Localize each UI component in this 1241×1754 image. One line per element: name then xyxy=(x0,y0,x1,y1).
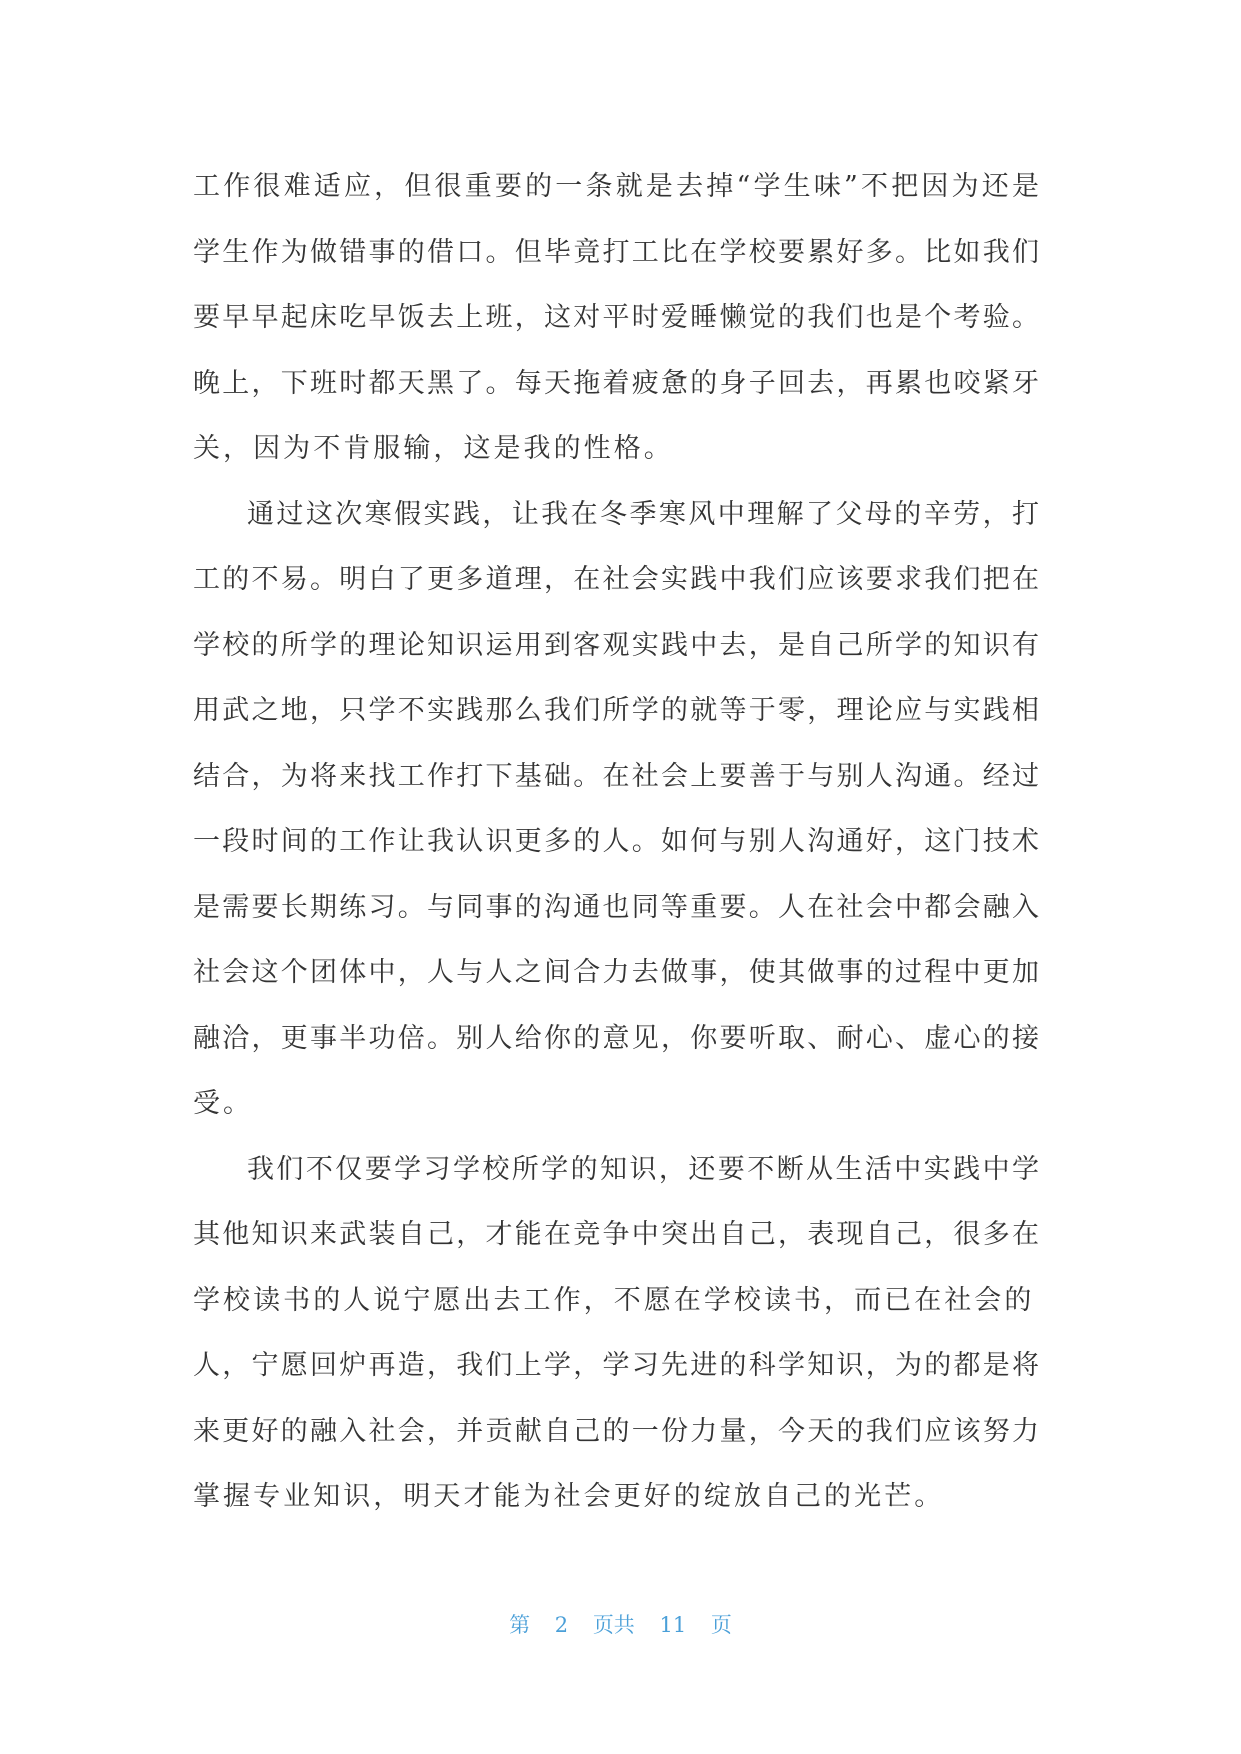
text-line: 社会这个团体中，人与人之间合力去做事，使其做事的过程中更加 xyxy=(193,957,1039,988)
text-line: 掌握专业知识，明天才能为社会更好的绽放自己的光芒。 xyxy=(193,1481,945,1512)
paragraph-first-line: 通过这次寒假实践，让我在冬季寒风中理解了父母的辛劳，打 xyxy=(247,498,1039,530)
total-page-count: 11 xyxy=(659,1613,687,1637)
text-line: 是需要长期练习。与同事的沟通也同等重要。人在社会中都会融入 xyxy=(193,891,1039,923)
text-line: 晚上，下班时都天黑了。每天拖着疲惫的身子回去，再累也咬紧牙 xyxy=(193,367,1039,399)
footer-label-middle: 页共 xyxy=(592,1613,635,1637)
text-line: 结合，为将来找工作打下基础。在社会上要善于与别人沟通。经过 xyxy=(193,760,1039,792)
current-page-number: 2 xyxy=(554,1613,569,1637)
footer-label-prefix: 第 xyxy=(509,1613,531,1637)
text-line: 学生作为做错事的借口。但毕竟打工比在学校要累好多。比如我们 xyxy=(193,236,1039,268)
paragraph-first-line: 我们不仅要学习学校所学的知识，还要不断从生活中实践中学 xyxy=(247,1153,1039,1185)
text-line: 人，宁愿回炉再造，我们上学，学习先进的科学知识，为的都是将 xyxy=(193,1350,1039,1381)
text-line: 融洽，更事半功倍。别人给你的意见，你要听取、耐心、虚心的接 xyxy=(193,1022,1039,1054)
text-line: 工作很难适应，但很重要的一条就是去掉“学生味”不把因为还是 xyxy=(193,171,1039,202)
text-line: 用武之地，只学不实践那么我们所学的就等于零，理论应与实践相 xyxy=(193,695,1039,726)
text-line: 学校的所学的理论知识运用到客观实践中去，是自己所学的知识有 xyxy=(193,629,1039,661)
text-line: 受。 xyxy=(193,1088,254,1119)
text-line: 要早早起床吃早饭去上班，这对平时爱睡懒觉的我们也是个考验。 xyxy=(193,302,1039,333)
footer-label-suffix: 页 xyxy=(710,1613,732,1637)
text-line: 工的不易。明白了更多道理，在社会实践中我们应该要求我们把在 xyxy=(193,564,1039,595)
document-body xyxy=(193,154,1039,1530)
text-line: 一段时间的工作让我认识更多的人。如何与别人沟通好，这门技术 xyxy=(193,826,1039,857)
text-line: 关，因为不肯服输，这是我的性格。 xyxy=(193,433,674,464)
text-line: 来更好的融入社会，并贡献自己的一份力量，今天的我们应该努力 xyxy=(193,1415,1039,1447)
page-footer xyxy=(0,1609,1241,1639)
text-line: 学校读书的人说宁愿出去工作，不愿在学校读书，而已在社会的 xyxy=(193,1284,1035,1316)
text-line: 其他知识来武装自己，才能在竞争中突出自己，表现自己，很多在 xyxy=(193,1219,1039,1250)
